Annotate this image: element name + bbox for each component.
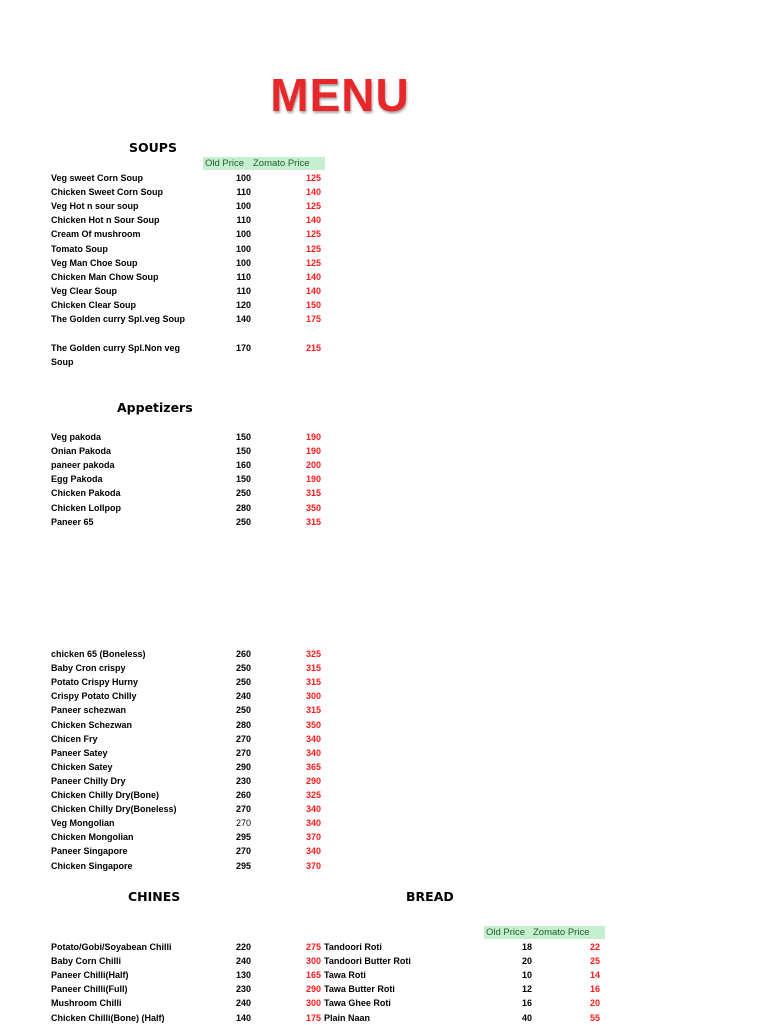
item-name: Veg Mongolian xyxy=(51,818,115,829)
bread-zomato-price-header: Zomato Price xyxy=(531,926,605,939)
old-price: 270 xyxy=(235,846,251,857)
zomato-price: 22 xyxy=(589,942,600,952)
zomato-price: 340 xyxy=(305,818,321,829)
old-price-header: Old Price xyxy=(203,157,255,170)
old-price: 250 xyxy=(235,705,251,716)
old-price: 100 xyxy=(235,229,251,240)
zomato-price: 175 xyxy=(305,1012,321,1023)
old-price: 250 xyxy=(235,488,251,499)
zomato-price: 125 xyxy=(305,229,321,240)
zomato-price: 25 xyxy=(589,956,600,967)
bread-heading: BREAD xyxy=(406,889,454,904)
old-price: 140 xyxy=(235,1012,251,1023)
chines-heading: CHINES xyxy=(128,889,181,904)
old-price: 280 xyxy=(235,502,251,513)
item-name: Tawa Ghee Roti xyxy=(324,998,391,1009)
menu-title: MENU xyxy=(270,69,410,121)
zomato-price: 14 xyxy=(589,970,600,981)
item-name: The Golden curry Spl.Non veg Soup xyxy=(51,343,181,367)
item-name: Tomato Soup xyxy=(51,243,108,254)
item-name: Tandoori Butter Roti xyxy=(324,956,411,967)
item-name: Paneer Chilli(Full) xyxy=(51,984,128,995)
item-name: Baby Corn Chilli xyxy=(51,956,122,967)
zomato-price: 340 xyxy=(305,747,321,758)
old-price: 130 xyxy=(235,970,251,981)
item-name: Veg Hot n sour soup xyxy=(51,201,139,212)
zomato-price: 315 xyxy=(305,488,321,499)
item-name: Potato Crispy Hurny xyxy=(51,677,139,688)
zomato-price: 215 xyxy=(305,343,321,353)
old-price: 140 xyxy=(235,314,251,324)
item-name: Baby Cron crispy xyxy=(51,663,126,674)
old-price: 240 xyxy=(235,691,251,702)
zomato-price: 350 xyxy=(305,719,321,730)
zomato-price: 340 xyxy=(305,804,321,815)
zomato-price: 20 xyxy=(589,998,600,1009)
item-name: Tawa Roti xyxy=(324,970,366,981)
old-price: 110 xyxy=(236,215,251,226)
old-price: 100 xyxy=(235,173,251,183)
item-name: Chicken Satey xyxy=(51,761,113,772)
item-name: Veg Clear Soup xyxy=(51,285,118,296)
zomato-price: 290 xyxy=(305,775,321,786)
old-price: 295 xyxy=(235,860,251,871)
item-name: Paneer Chilli(Half) xyxy=(51,970,129,981)
bread-price-header xyxy=(0,926,768,939)
old-price: 110 xyxy=(236,187,251,198)
old-price: 160 xyxy=(235,460,251,471)
zomato-price: 140 xyxy=(305,285,321,296)
old-price: 270 xyxy=(235,804,251,815)
old-price: 230 xyxy=(235,775,251,786)
zomato-price: 315 xyxy=(305,705,321,716)
zomato-price: 340 xyxy=(305,846,321,857)
old-price: 170 xyxy=(235,343,251,353)
zomato-price: 125 xyxy=(305,243,321,254)
appetizers-heading: Appetizers xyxy=(117,400,193,415)
old-price: 290 xyxy=(235,761,251,772)
zomato-price: 175 xyxy=(305,314,321,324)
item-name: Veg Man Choe Soup xyxy=(51,257,138,268)
zomato-price: 325 xyxy=(305,790,321,800)
item-name: paneer pakoda xyxy=(51,460,115,471)
zomato-price: 315 xyxy=(305,677,321,688)
item-name: Chicken Clear Soup xyxy=(51,299,137,310)
zomato-price: 350 xyxy=(305,502,321,513)
zomato-price: 165 xyxy=(305,970,321,981)
old-price: 100 xyxy=(235,243,251,254)
old-price: 150 xyxy=(235,432,251,442)
old-price: 250 xyxy=(235,677,251,688)
item-name: Cream Of mushroom xyxy=(51,229,141,240)
item-name: Tandoori Roti xyxy=(324,942,382,952)
zomato-price: 125 xyxy=(305,257,321,268)
old-price: 270 xyxy=(235,818,251,829)
item-name: Tawa Butter Roti xyxy=(324,984,395,995)
zomato-price: 140 xyxy=(305,215,321,226)
old-price: 40 xyxy=(521,1012,532,1023)
item-name: Onian Pakoda xyxy=(51,446,112,457)
old-price: 100 xyxy=(235,257,251,268)
old-price: 250 xyxy=(235,516,251,527)
old-price: 110 xyxy=(236,271,251,282)
zomato-price: 200 xyxy=(305,460,321,471)
item-name: chicken 65 (Boneless) xyxy=(51,649,146,659)
zomato-price: 300 xyxy=(305,691,321,702)
item-name: Chicken Hot n Sour Soup xyxy=(51,215,160,226)
old-price: 295 xyxy=(235,832,251,843)
old-price: 240 xyxy=(235,998,251,1009)
old-price: 230 xyxy=(235,984,251,995)
old-price: 150 xyxy=(235,446,251,457)
item-name: Veg pakoda xyxy=(51,432,102,442)
old-price: 260 xyxy=(235,649,251,659)
item-name: Chicken Singapore xyxy=(51,860,133,871)
item-name: Chicken Schezwan xyxy=(51,719,133,730)
old-price: 280 xyxy=(235,719,251,730)
zomato-price: 315 xyxy=(305,516,321,527)
old-price: 18 xyxy=(521,942,532,952)
item-name: Chicken Pakoda xyxy=(51,488,121,499)
zomato-price: 125 xyxy=(305,201,321,212)
zomato-price: 300 xyxy=(305,998,321,1009)
zomato-price-header: Zomato Price xyxy=(251,157,325,170)
zomato-price: 340 xyxy=(305,733,321,744)
item-name: Crispy Potato Chilly xyxy=(51,691,137,702)
zomato-price: 140 xyxy=(305,271,321,282)
soups-price-header xyxy=(0,157,768,170)
item-name: Potato/Gobi/Soyabean Chilli xyxy=(51,942,172,952)
old-price: 270 xyxy=(235,747,251,758)
zomato-price: 140 xyxy=(305,187,321,198)
zomato-price: 55 xyxy=(589,1012,600,1023)
item-name: Paneer Singapore xyxy=(51,846,128,857)
item-name: Chicken Sweet Corn Soup xyxy=(51,187,164,198)
zomato-price: 325 xyxy=(305,649,321,659)
item-name: Paneer 65 xyxy=(51,516,94,527)
old-price: 240 xyxy=(235,956,251,967)
zomato-price: 290 xyxy=(305,984,321,995)
zomato-price: 370 xyxy=(305,860,321,871)
zomato-price: 275 xyxy=(305,942,321,952)
item-name: Plain Naan xyxy=(324,1012,371,1023)
old-price: 250 xyxy=(235,663,251,674)
old-price: 16 xyxy=(521,998,532,1009)
zomato-price: 300 xyxy=(305,956,321,967)
old-price: 110 xyxy=(236,285,251,296)
zomato-price: 190 xyxy=(305,474,321,485)
item-name: Veg sweet Corn Soup xyxy=(51,173,144,183)
item-name: Mushroom Chilli xyxy=(51,998,122,1009)
item-name: Chicken Man Chow Soup xyxy=(51,271,159,282)
old-price: 150 xyxy=(235,474,251,485)
soups-heading: SOUPS xyxy=(129,140,177,155)
item-name: Paneer Satey xyxy=(51,747,108,758)
old-price: 120 xyxy=(235,299,251,310)
zomato-price: 190 xyxy=(305,432,321,442)
item-name: The Golden curry Spl.veg Soup xyxy=(51,314,186,324)
old-price: 20 xyxy=(521,956,532,967)
old-price: 260 xyxy=(235,790,251,800)
item-name: Paneer Chilly Dry xyxy=(51,775,126,786)
item-name: Chicken Chilli(Bone) (Half) xyxy=(51,1012,165,1023)
old-price: 100 xyxy=(235,201,251,212)
item-name: Chicken Mongolian xyxy=(51,832,134,843)
item-name: Chicen Fry xyxy=(51,733,98,744)
old-price: 10 xyxy=(521,970,532,981)
zomato-price: 370 xyxy=(305,832,321,843)
item-name: Egg Pakoda xyxy=(51,474,103,485)
old-price: 220 xyxy=(235,942,251,952)
zomato-price: 190 xyxy=(305,446,321,457)
zomato-price: 125 xyxy=(305,173,321,183)
item-name: Chicken Lollpop xyxy=(51,502,122,513)
old-price: 270 xyxy=(235,733,251,744)
bread-old-price-header: Old Price xyxy=(484,926,535,939)
old-price: 12 xyxy=(521,984,532,995)
zomato-price: 16 xyxy=(589,984,600,995)
item-name: Chicken Chilly Dry(Boneless) xyxy=(51,804,177,815)
zomato-price: 150 xyxy=(305,299,321,310)
zomato-price: 365 xyxy=(305,761,321,772)
zomato-price: 315 xyxy=(305,663,321,674)
item-name: Chicken Chilly Dry(Bone) xyxy=(51,790,160,800)
item-name: Paneer schezwan xyxy=(51,705,127,716)
